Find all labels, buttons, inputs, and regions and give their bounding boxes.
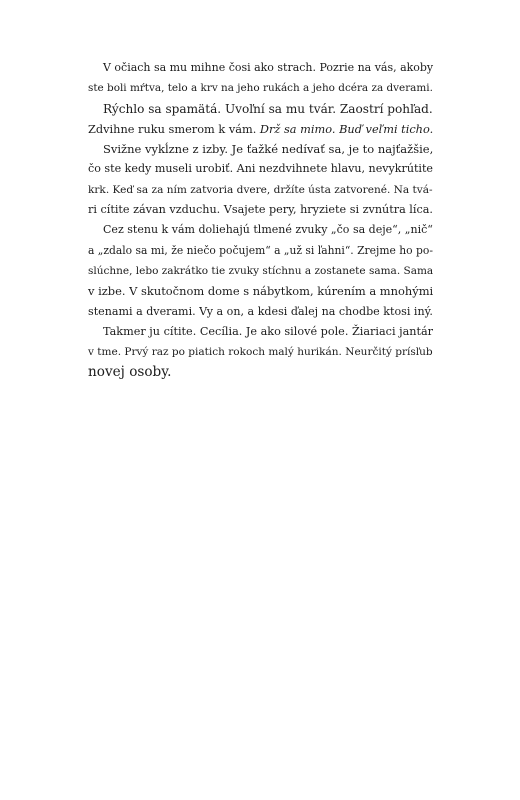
text-line: [88, 362, 433, 382]
text-run: stenami a dverami. Vy a on, a kdesi ďalej na chodbe ktosi iný.: [88, 304, 433, 318]
text-line: [88, 342, 433, 362]
text-run: ri cítite závan vzduchu. Vsajete pery, hryziete si zvnútra líca.: [88, 203, 433, 217]
text-run: čo ste kedy museli urobiť. Ani nezdvihnete hlavu, nevykrútite: [88, 162, 434, 176]
text-run: Cez stenu k vám doliehajú tlmené zvuky „čo sa deje“, „nič“: [103, 223, 433, 237]
paragraph: [88, 220, 433, 321]
text-line: [88, 302, 433, 322]
paragraph: [88, 139, 433, 220]
text-run: v tme. Prvý raz po piatich rokoch malý hurikán. Neurčitý prísľub: [88, 346, 433, 359]
text-line: [88, 322, 433, 342]
text-run: slúchne, lebo zakrátko tie zvuky stíchnu a zostanete sama. Sama: [88, 264, 434, 277]
italic-text-run: Drž sa mimo. Buď veľmi ticho.: [259, 121, 434, 136]
text-line: [88, 119, 433, 139]
paragraph: [88, 58, 433, 99]
text-run: V očiach sa mu mihne čosi ako strach. Pozrie na vás, akoby: [103, 61, 434, 74]
text-line: [88, 200, 433, 220]
text-run: a „zdalo sa mi, že niečo počujem“ a „už si ľahni“. Zrejme ho po-: [88, 243, 433, 257]
text-run: v izbe. V skutočnom dome s nábytkom, kúrením a mnohými: [88, 284, 434, 299]
text-line: [88, 241, 433, 261]
text-run: Zdvihne ruku smerom k vám.: [88, 121, 260, 136]
paragraph: [88, 322, 433, 383]
text-line: [88, 281, 433, 301]
text-line: [88, 99, 433, 119]
text-run: novej osoby.: [88, 364, 172, 381]
text-line: [88, 139, 433, 159]
paragraph: [88, 99, 433, 140]
text-line: [88, 58, 433, 78]
text-line: [88, 78, 433, 98]
text-run: krk. Keď sa za ním zatvoria dvere, držíte ústa zatvorené. Na tvá-: [88, 183, 433, 196]
text-run: Takmer ju cítite. Cecília. Je ako silové pole. Žiariaci jantár: [103, 324, 434, 338]
text-run: ste boli mŕtva, telo a krv na jeho rukách a jeho dcéra za dverami.: [88, 82, 433, 95]
text-run: Rýchlo sa spamätá. Uvoľní sa mu tvár. Zaostrí pohľad.: [103, 101, 433, 116]
body-text: [88, 58, 433, 383]
text-line: [88, 159, 433, 179]
text-line: [88, 180, 433, 200]
text-line: [88, 261, 433, 281]
text-run: Svižne vykĺzne z izby. Je ťažké nedívať sa, je to najťažšie,: [103, 142, 434, 157]
text-line: [88, 220, 433, 240]
